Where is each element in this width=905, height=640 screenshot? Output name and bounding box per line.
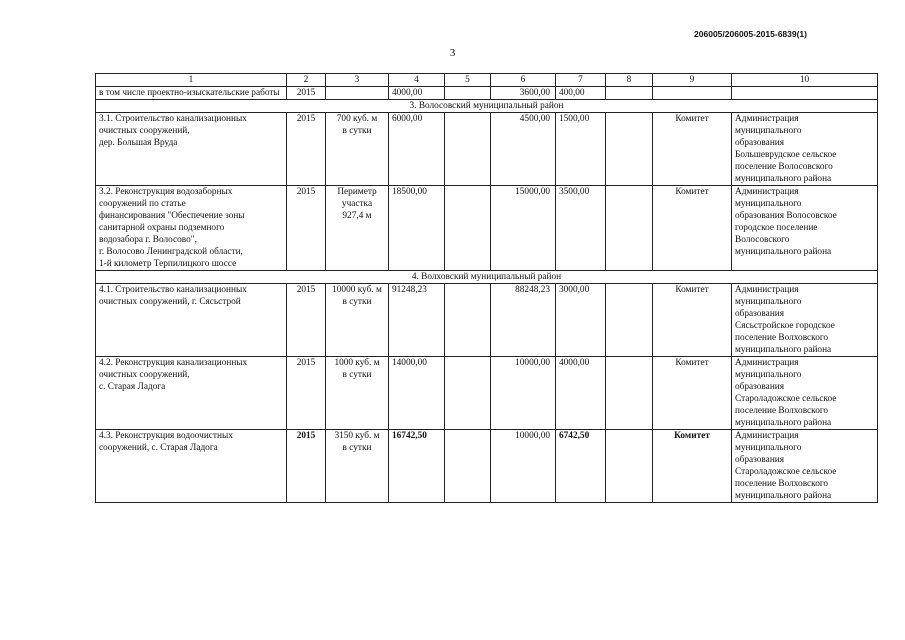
table-row — [96, 186, 878, 271]
object-name-cell — [96, 186, 287, 271]
local-budget-cell: 400,00 — [556, 87, 606, 100]
col8-cell — [606, 113, 653, 186]
recipient-line: Староладожское сельское — [735, 394, 837, 404]
total-cell: 18500,00 — [389, 186, 445, 271]
recipient-line: муниципального — [735, 199, 802, 209]
recipient-line: Большеврудское сельское — [735, 150, 837, 160]
total-cell: 91248,23 — [389, 284, 445, 357]
recipient-line: поселение Волховского — [735, 479, 829, 489]
recipient-line: муниципального района — [735, 174, 832, 184]
object-name-line: очистных сооружений, — [99, 370, 190, 380]
object-name-line: очистных сооружений, — [99, 126, 190, 136]
capacity-cell — [326, 430, 389, 503]
recipient-cell — [732, 357, 878, 430]
year-cell: 2015 — [287, 113, 326, 186]
capacity-line: Периметр — [337, 187, 377, 197]
recipient-cell — [732, 284, 878, 357]
object-name-cell — [96, 357, 287, 430]
section-title: 4. Волховский муниципальный район — [96, 271, 878, 284]
budget-table — [95, 73, 878, 503]
col8-cell — [606, 357, 653, 430]
regional-budget-cell: 10000,00 — [491, 357, 556, 430]
header-cell: 4 — [389, 74, 445, 87]
total-cell: 6000,00 — [389, 113, 445, 186]
object-name-cell — [96, 430, 287, 503]
regional-budget-cell: 4500,00 — [491, 113, 556, 186]
recipient-line: поселение Волховского — [735, 333, 829, 343]
object-name-line: санитарной охраны подземного — [99, 223, 225, 233]
object-name-line: водозабора г. Волосово", — [99, 235, 197, 245]
section-row — [96, 271, 878, 284]
object-name-line: сооружений по статье — [99, 199, 186, 209]
recipient-line: муниципального — [735, 297, 802, 307]
total-cell: 16742,50 — [389, 430, 445, 503]
object-name-cell: в том числе проектно-изыскательские работы — [96, 87, 287, 100]
recipient-line: городское поселение — [735, 223, 818, 233]
table-row — [96, 87, 878, 100]
object-name-cell — [96, 284, 287, 357]
col5-cell — [445, 113, 491, 186]
capacity-line: участка — [341, 199, 373, 209]
table-row — [96, 113, 878, 186]
year-cell: 2015 — [287, 357, 326, 430]
table-row — [96, 430, 878, 503]
local-budget-cell: 3500,00 — [556, 186, 606, 271]
header-cell: 9 — [653, 74, 732, 87]
object-name-line: сооружений, с. Старая Ладога — [99, 443, 218, 453]
recipient-cell — [732, 186, 878, 271]
header-cell: 2 — [287, 74, 326, 87]
col8-cell — [606, 186, 653, 271]
customer-cell: Комитет — [653, 284, 732, 357]
capacity-line: 927,4 м — [342, 211, 372, 221]
header-cell: 6 — [491, 74, 556, 87]
recipient-cell — [732, 113, 878, 186]
col8-cell — [606, 87, 653, 100]
year-cell: 2015 — [287, 87, 326, 100]
capacity-line: в сутки — [342, 126, 372, 136]
object-name-line: дер. Большая Вруда — [99, 138, 178, 148]
recipient-cell — [732, 87, 878, 100]
capacity-cell — [326, 357, 389, 430]
recipient-line: муниципального района — [735, 418, 832, 428]
recipient-line: муниципального — [735, 443, 802, 453]
object-name-line: 3.1. Строительство канализационных — [99, 114, 247, 124]
customer-cell: Комитет — [653, 357, 732, 430]
object-name-line: 4.1. Строительство канализационных — [99, 285, 247, 295]
regional-budget-cell: 10000,00 — [491, 430, 556, 503]
recipient-line: муниципального района — [735, 345, 832, 355]
col5-cell — [445, 186, 491, 271]
capacity-line: 1000 куб. м — [334, 358, 380, 368]
recipient-line: образования — [735, 138, 785, 148]
regional-budget-cell: 88248,23 — [491, 284, 556, 357]
recipient-line: Администрация — [735, 431, 799, 441]
recipient-line: муниципального — [735, 126, 802, 136]
recipient-line: образования — [735, 309, 785, 319]
regional-budget-cell: 15000,00 — [491, 186, 556, 271]
capacity-line: в сутки — [342, 443, 372, 453]
recipient-line: муниципального района — [735, 491, 832, 501]
recipient-line: поселение Волосовского — [735, 162, 833, 172]
capacity-cell — [326, 186, 389, 271]
header-cell: 1 — [96, 74, 287, 87]
recipient-line: Администрация — [735, 285, 799, 295]
capacity-line: 10000 куб. м — [332, 285, 382, 295]
recipient-line: Администрация — [735, 358, 799, 368]
customer-cell: Комитет — [653, 430, 732, 503]
object-name-line: очистных сооружений, г. Сясьстрой — [99, 297, 241, 307]
col5-cell — [445, 87, 491, 100]
col8-cell — [606, 284, 653, 357]
section-row — [96, 100, 878, 113]
recipient-line: Администрация — [735, 114, 799, 124]
local-budget-cell: 3000,00 — [556, 284, 606, 357]
object-name-line: 3.2. Реконструкция водозаборных — [99, 187, 233, 197]
customer-cell: Комитет — [653, 113, 732, 186]
table-row — [96, 284, 878, 357]
recipient-line: образования Волосовское — [735, 211, 837, 221]
local-budget-cell: 4000,00 — [556, 357, 606, 430]
recipient-line: образования — [735, 382, 785, 392]
header-cell: 7 — [556, 74, 606, 87]
capacity-cell — [326, 284, 389, 357]
col5-cell — [445, 430, 491, 503]
table-row — [96, 357, 878, 430]
recipient-line: муниципального района — [735, 247, 832, 257]
col8-cell — [606, 430, 653, 503]
object-name-line: 4.3. Реконструкция водоочистных — [99, 431, 233, 441]
year-cell: 2015 — [287, 284, 326, 357]
total-cell: 4000,00 — [389, 87, 445, 100]
capacity-line: 3150 куб. м — [334, 431, 380, 441]
recipient-line: Сясьстройское городское — [735, 321, 835, 331]
local-budget-cell: 1500,00 — [556, 113, 606, 186]
recipient-line: поселение Волховского — [735, 406, 829, 416]
year-cell: 2015 — [287, 186, 326, 271]
customer-cell: Комитет — [653, 186, 732, 271]
object-name-line: 4.2. Реконструкция канализационных — [99, 358, 248, 368]
section-title: 3. Волосовский муниципальный район — [96, 100, 878, 113]
recipient-line: муниципального — [735, 370, 802, 380]
header-cell: 8 — [606, 74, 653, 87]
customer-cell — [653, 87, 732, 100]
header-cell: 10 — [732, 74, 878, 87]
object-name-line: 1-й километр Терпилицкого шоссе — [99, 259, 237, 269]
capacity-line: 700 куб. м — [336, 114, 378, 124]
col5-cell — [445, 357, 491, 430]
page-number: 3 — [449, 47, 456, 59]
recipient-line: Администрация — [735, 187, 799, 197]
header-cell: 5 — [445, 74, 491, 87]
object-name-line: финансирования "Обеспечение зоны — [99, 211, 245, 221]
object-name-cell — [96, 113, 287, 186]
recipient-cell — [732, 430, 878, 503]
col5-cell — [445, 284, 491, 357]
header-cell: 3 — [326, 74, 389, 87]
capacity-cell — [326, 113, 389, 186]
local-budget-cell: 6742,50 — [556, 430, 606, 503]
recipient-line: Староладожское сельское — [735, 467, 837, 477]
document-id: 206005/206005-2015-6839(1) — [694, 29, 807, 39]
regional-budget-cell: 3600,00 — [491, 87, 556, 100]
capacity-line: в сутки — [342, 297, 372, 307]
object-name-line: с. Старая Ладога — [99, 382, 166, 392]
recipient-line: образования — [735, 455, 785, 465]
total-cell: 14000,00 — [389, 357, 445, 430]
capacity-cell — [326, 87, 389, 100]
header-row — [96, 74, 878, 87]
recipient-line: Волосовского — [735, 235, 790, 245]
capacity-line: в сутки — [342, 370, 372, 380]
object-name-line: г. Волосово Ленинградской области, — [99, 247, 243, 257]
year-cell: 2015 — [287, 430, 326, 503]
